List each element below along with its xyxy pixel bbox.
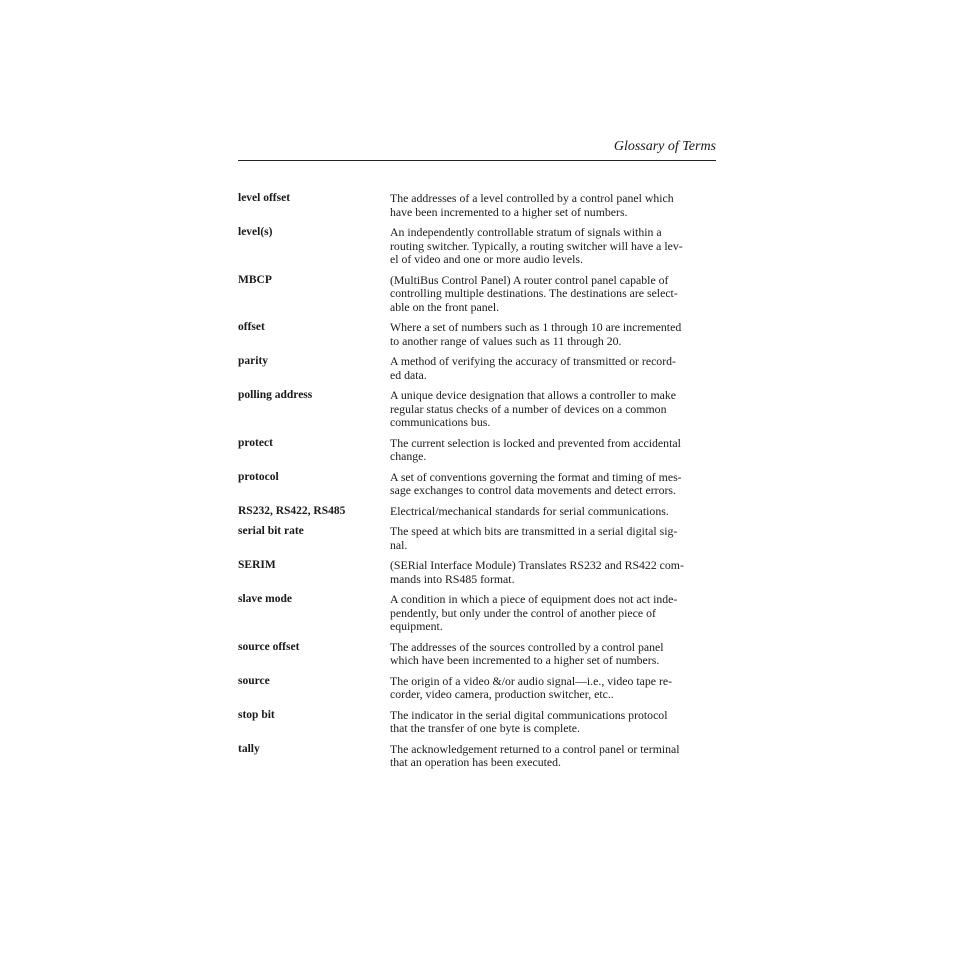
- glossary-term: level(s): [238, 226, 273, 238]
- glossary-entry: [238, 505, 718, 519]
- definition-line: The addresses of the sources controlled by a control panel: [390, 639, 664, 654]
- definition-line: A set of conventions governing the format and timing of mes-: [390, 469, 682, 484]
- definition-line: el of video and one or more audio levels.: [390, 252, 583, 266]
- glossary-entry: [238, 593, 718, 634]
- glossary-term: tally: [238, 742, 260, 755]
- definition-line: A method of verifying the accuracy of transmitted or record-: [390, 354, 676, 368]
- definition-line: (SERial Interface Module) Translates RS232 and RS422 com-: [390, 558, 684, 572]
- definition-line: routing switcher. Typically, a routing switcher will have a lev-: [390, 238, 683, 253]
- glossary-entry: [238, 389, 718, 430]
- glossary-definition: [390, 355, 718, 382]
- definition-line: regular status checks of a number of devices on a common: [390, 401, 667, 416]
- definition-line: The acknowledgement returned to a control panel or terminal: [390, 741, 680, 756]
- glossary-definition: [390, 505, 718, 519]
- glossary-definition: [390, 226, 718, 267]
- glossary-entry: [238, 321, 718, 348]
- definition-line: A condition in which a piece of equipment does not act inde-: [390, 592, 678, 606]
- glossary-entry: [238, 355, 718, 382]
- glossary-entry: [238, 559, 718, 586]
- glossary-term: MBCP: [238, 273, 272, 286]
- definition-line: The addresses of a level controlled by a control panel which: [390, 191, 674, 205]
- definition-line: have been incremented to a higher set of numbers.: [390, 204, 628, 219]
- glossary-term: protocol: [238, 470, 279, 483]
- glossary-term: level offset: [238, 192, 291, 204]
- definition-line: ed data.: [390, 367, 427, 382]
- definition-line: corder, video camera, production switcher, etc..: [390, 687, 614, 701]
- glossary-definition: [390, 321, 718, 348]
- definition-line: to another range of values such as 11 through 20.: [390, 333, 622, 348]
- definition-line: able on the front panel.: [390, 299, 500, 314]
- glossary-term: parity: [238, 355, 269, 367]
- page-header: [238, 138, 716, 161]
- glossary-term: source offset: [238, 640, 300, 653]
- definition-line: that an operation has been executed.: [390, 755, 561, 769]
- definition-line: sage exchanges to control data movements and detect errors.: [390, 483, 676, 497]
- glossary-definition: [390, 593, 718, 634]
- glossary-entry: [238, 525, 718, 552]
- definition-line: (MultiBus Control Panel) A router control panel capable of: [390, 272, 669, 287]
- glossary-term: RS232, RS422, RS485: [238, 504, 346, 517]
- glossary-definition: [390, 559, 718, 586]
- glossary-definition: [390, 192, 718, 219]
- definition-line: communications bus.: [390, 415, 491, 429]
- glossary-definition: [390, 437, 718, 464]
- glossary-entry: [238, 471, 718, 498]
- glossary-term: serial bit rate: [238, 525, 304, 537]
- glossary-definition: [390, 675, 718, 702]
- glossary-entry: [238, 675, 718, 702]
- definition-line: Electrical/mechanical standards for serial communications.: [390, 503, 669, 518]
- definition-line: The origin of a video &/or audio signal—i.e., video tape re-: [390, 673, 673, 688]
- glossary-term: offset: [238, 321, 265, 333]
- glossary-definition: [390, 274, 718, 315]
- page-title: Glossary of Terms: [613, 139, 716, 154]
- definition-line: equipment.: [390, 619, 443, 633]
- glossary-definition: [390, 525, 718, 552]
- glossary-definition: [390, 709, 718, 736]
- definition-line: The current selection is locked and prevented from accidental: [390, 435, 681, 450]
- glossary-entry: [238, 709, 718, 736]
- definition-line: pendently, but only under the control of another piece of: [390, 605, 656, 620]
- definition-line: nal.: [390, 537, 408, 552]
- glossary-entry: [238, 226, 718, 267]
- glossary-definition: [390, 389, 718, 430]
- definition-line: that the transfer of one byte is complete.: [390, 721, 580, 735]
- definition-line: change.: [390, 449, 427, 463]
- glossary-term: SERIM: [238, 559, 276, 571]
- glossary-definition: [390, 641, 718, 668]
- glossary-term: stop bit: [238, 708, 275, 721]
- glossary-entry: [238, 192, 718, 219]
- glossary-term: protect: [238, 436, 273, 449]
- glossary-term: source: [238, 674, 270, 687]
- glossary-entry: [238, 274, 718, 315]
- glossary-entry: [238, 437, 718, 464]
- definition-line: The indicator in the serial digital communications protocol: [390, 707, 668, 722]
- definition-line: Where a set of numbers such as 1 through 10 are incremented: [390, 320, 682, 334]
- definition-line: which have been incremented to a higher set of numbers.: [390, 653, 660, 667]
- glossary-term: slave mode: [238, 593, 292, 605]
- glossary-definition: [390, 471, 718, 498]
- glossary-list: [238, 192, 718, 777]
- glossary-term: polling address: [238, 389, 313, 401]
- definition-line: An independently controllable stratum of signals within a: [390, 225, 662, 239]
- definition-line: controlling multiple destinations. The destinations are select-: [390, 286, 678, 300]
- glossary-entry: [238, 641, 718, 668]
- definition-line: mands into RS485 format.: [390, 571, 515, 586]
- definition-line: The speed at which bits are transmitted in a serial digital sig-: [390, 524, 678, 538]
- glossary-definition: [390, 743, 718, 770]
- glossary-entry: [238, 743, 718, 770]
- definition-line: A unique device designation that allows a controller to make: [390, 388, 676, 402]
